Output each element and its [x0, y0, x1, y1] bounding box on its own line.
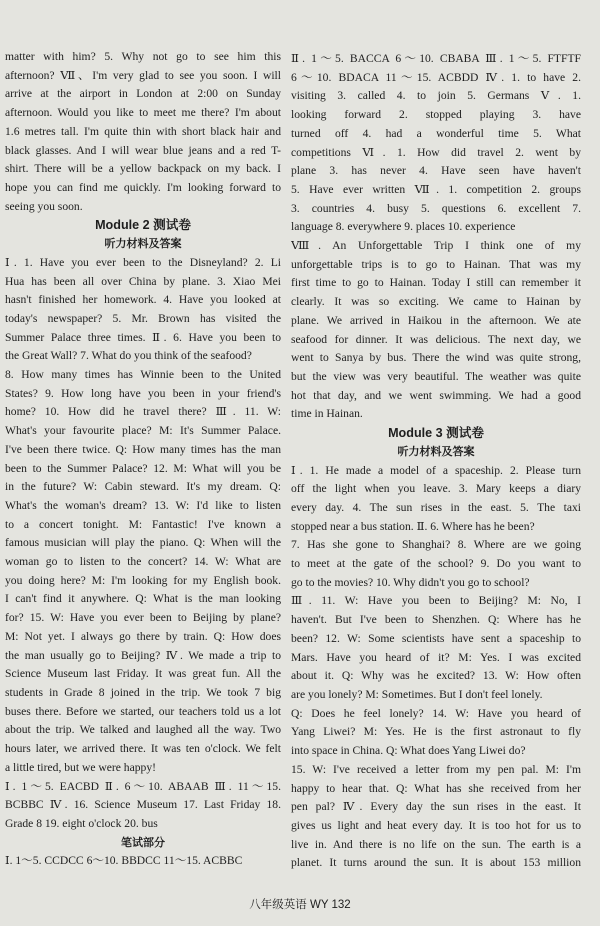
text-line: unforgettable trips is to go to Hainan. That was my [291, 257, 581, 271]
text-line: afternoon? Ⅶ、I'm very glad to see you soon. I will [5, 68, 281, 82]
text-line: 5. Have ever written Ⅶ. 1. competition 2. groups [291, 182, 581, 196]
page-footer: 八年级英语 WY 132 [249, 899, 351, 911]
text-line: visiting 3. called 4. to join 5. Germans Ⅴ. 1. [291, 89, 581, 103]
text-line: matter with him? 5. Why not go to see him this [5, 50, 281, 63]
text-line: States? 9. How long have you been in your friend's [5, 386, 281, 400]
text-line: I can't find it anywhere. Q: What is the man looking [5, 592, 281, 606]
text-line: What's your favourite place? M: It's Summer Palace. [5, 424, 281, 438]
text-line: about it. Q: Why was he excited? 13. W: How often [291, 669, 581, 683]
text-line: hours later, we arrived there. It was ten o'clock. We felt [5, 742, 281, 756]
right-column [291, 50, 581, 873]
text-line: time in Hainan. [291, 407, 363, 421]
text-line: but the view was very beautiful. The weather was quite [291, 369, 581, 383]
text-line: competitions Ⅵ. 1. How did travel 2. went by [291, 145, 581, 159]
text-line: Ⅰ. 1～5. EACBD Ⅱ. 6～10. ABAAB Ⅲ. 11～15. [5, 779, 281, 793]
text-line: black glasses. And I will wear blue jeans and a red T- [5, 143, 281, 157]
text-line: Mars. Have you heard of it? M: Yes. I was excited [291, 650, 581, 664]
text-line: planet. It turns around the sun. It is about 153 million [291, 856, 581, 870]
section-heading: Module 2 测试卷 [95, 218, 191, 233]
text-line: a little tired, but we were happy! [5, 760, 156, 774]
text-line: Ⅰ. 1. Have you ever been to the Disneyland? 2. Li [5, 255, 281, 269]
text-line: shirt. There will be a yellow backpack on my back. I [5, 162, 281, 176]
text-line: 15. W: I've received a letter from my pen pal. M: I'm [291, 762, 581, 776]
text-line: gives us light and heat every day. It is too hot for us to [291, 818, 581, 832]
text-line: the Great Wall? 7. What do you think of the seafood? [5, 349, 252, 363]
text-line: live in. And there is no life on the sun. The earth is a [291, 837, 581, 851]
text-line: 3. countries 4. busy 5. questions 6. excellent 7. [291, 201, 581, 215]
text-line: are you lonely? M: Sometimes. But I don't feel lonely. [291, 688, 543, 701]
text-line: went to Sanya by bus. There the wind was quite strong, [291, 351, 581, 365]
text-line: woman go to listen to the concert? 14. W: What are [5, 555, 281, 569]
text-line: hot that day, and we went swimming. We had a good [291, 388, 581, 402]
text-line: Ⅷ. An Unforgettable Trip I think one of my [291, 239, 581, 253]
text-line: seeing you soon. [5, 199, 83, 213]
text-line: I've been there twice. Q: How many times has the man [5, 442, 281, 456]
text-line: seafood for dinner. It was delicious. The next day, we [291, 332, 581, 346]
section-subheading: 听力材料及答案 [104, 238, 182, 251]
text-line: 8. How many times has Winnie been to the United [5, 368, 281, 382]
text-line: Summer Palace three times. Ⅱ. 6. Have you been to [5, 330, 281, 344]
text-line: been to the Summer Palace? 12. M: What will you be [5, 461, 281, 475]
text-line: 7. Has she gone to Shanghai? 8. Where are we going [291, 538, 581, 552]
text-line: home? 10. How did he travel there? Ⅲ. 11. W: [5, 405, 281, 419]
text-line: students in Grade 8 joined in the trip. We took 7 big [5, 686, 281, 699]
text-line: today's newspaper? 5. Mr. Brown has visited the [5, 311, 281, 325]
text-line: first time to go to Hainan. Today I still can remember it [291, 276, 581, 290]
text-line: Ⅰ. 1. He made a model of a spaceship. 2. Please turn [291, 463, 581, 477]
text-line: language 8. everywhere 9. places 10. experience [291, 220, 516, 234]
text-line: What's the woman's dream? 13. W: I'd like to listen [5, 498, 281, 512]
text-line: into space in China. Q: What does Yang Liwei do? [291, 744, 526, 758]
text-line: the man usually go to Beijing? Ⅳ. We made a trip to [5, 648, 281, 662]
section-subheading: 听力材料及答案 [397, 446, 475, 459]
text-line: arrive at the airport in London at 2:00 on Sunday [5, 87, 281, 101]
text-line: 1.6 metres tall. I'm quite thin with short black hair and [5, 124, 281, 138]
text-line: Ⅲ. 11. W: Have you been to Beijing? M: No, I [291, 594, 581, 608]
text-line: 6～10. BDACA 11～15. ACBDD Ⅳ. 1. to have 2. [291, 70, 581, 84]
text-line: Hua has been all over China by plane. 3. Xiao Mei [5, 274, 281, 288]
text-line: you doing here? M: I'm looking for my English book. [5, 573, 281, 587]
text-line: in the future? W: Cabin steward. It's my dream. Q: [5, 480, 281, 494]
text-line: haven't. But I've been to Shenzhen. Q: Where has he [291, 613, 581, 627]
text-line: off the light when you leave. 3. Mary keeps a diary [291, 482, 581, 496]
text-line: happy to hear that. Q: What has she received from her [291, 781, 581, 795]
text-line: Q: Does he feel lonely? 14. W: Have you heard of [291, 706, 581, 720]
text-line: to a concert tonight. M: Fantastic! I've known a [5, 517, 281, 531]
text-line: about the trip. We talked and laughed all the way. Two [5, 723, 281, 737]
text-line: buses there. Before we started, our teachers told us a lot [5, 704, 281, 718]
text-line: for? 15. W: Have you ever been to Beijing by plane? [5, 611, 281, 625]
text-line: Grade 8 19. eight o'clock 20. bus [5, 816, 158, 830]
text-line: plane. We arrived in Haikou in the afternoon. We ate [291, 313, 581, 327]
text-line: hasn't finished her homework. 4. Have you looked at [5, 293, 281, 307]
section-subheading: 笔试部分 [121, 836, 165, 849]
text-line: hope you can find me quickly. I'm looking forward to [5, 180, 281, 194]
text-line: Ⅰ. 1～5. CCDCC 6～10. BBDCC 11～15. ACBBC [5, 854, 243, 868]
text-line: Science Museum last Friday. It was great fun. All the [5, 667, 281, 681]
text-line: clearly. It was so exciting. We came to Hainan by [291, 295, 581, 309]
text-line: pen pal? Ⅳ. Every day the sun rises in the east. It [291, 800, 581, 814]
text-line: plane 3. has never 4. Have seen have haven't [291, 164, 581, 178]
text-line: looking forward 2. stopped playing 3. have [291, 108, 581, 122]
text-line: BCBBC Ⅳ. 16. Science Museum 17. Last Friday 18. [5, 798, 281, 812]
text-line: Ⅱ. 1～5. BACCA 6～10. CBABA Ⅲ. 1～5. FTFTF [291, 52, 581, 65]
text-line: famous musician will play the piano. Q: When will the [5, 536, 281, 550]
left-column [5, 48, 281, 871]
text-line: M: Not yet. I always go there by train. Q: How does [5, 629, 281, 643]
text-line: stopped near a bus station. Ⅱ. 6. Where has he been? [291, 519, 535, 533]
text-line: to meet at the gate of the school? 9. Do you want to [291, 557, 581, 571]
section-heading: Module 3 测试卷 [388, 426, 484, 441]
text-line: Yang Liwei? M: Yes. He is the first astronaut to fly [291, 725, 581, 739]
text-line: every day. 4. The sun rises in the east. 5. The taxi [291, 500, 581, 514]
text-line: been? 12. W: Some scientists have sent a spaceship to [291, 631, 581, 645]
text-line: turned off 4. had a wonderful time 5. What [291, 126, 581, 140]
text-line: go to the movies? 10. Why didn't you go to school? [291, 575, 530, 589]
text-line: afternoon. Would you like to meet me there? I'm about [5, 106, 281, 120]
